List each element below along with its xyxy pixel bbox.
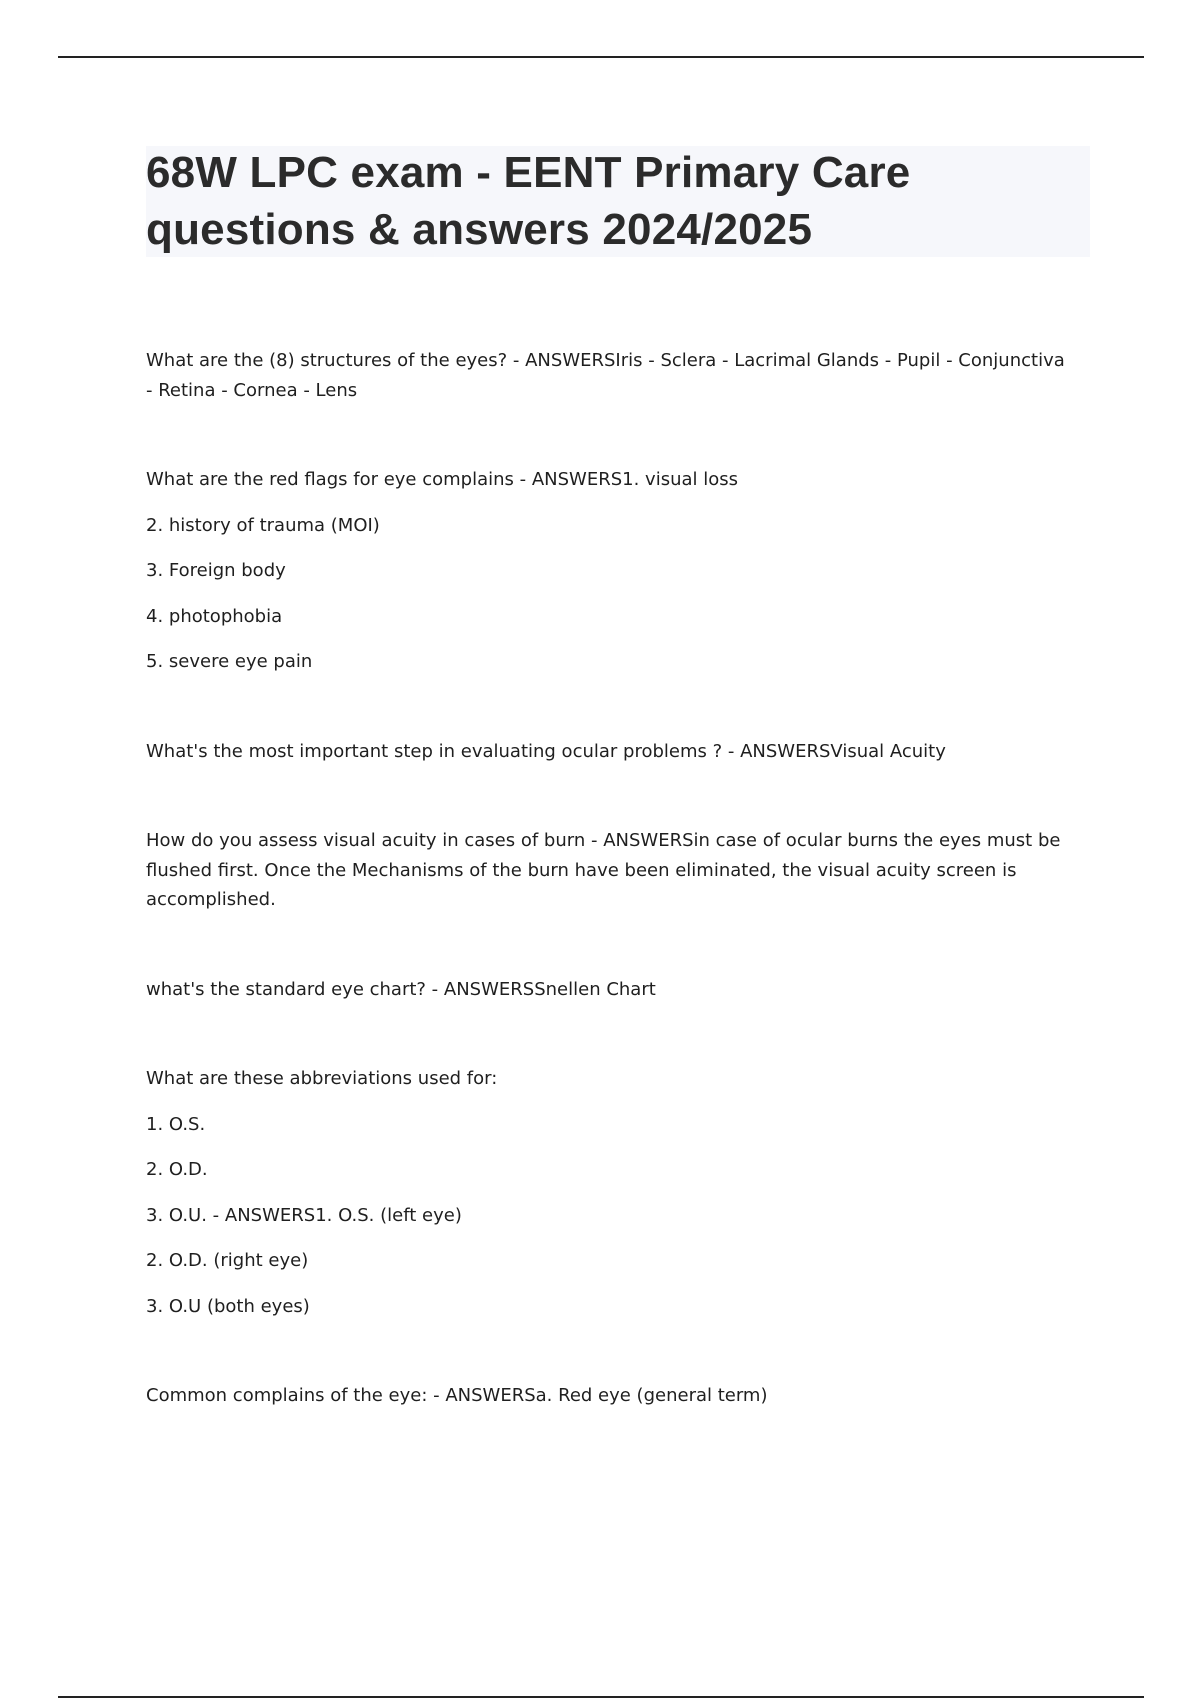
- qa-entry: [146, 826, 1076, 915]
- qa-line: What's the most important step in evaluating ocular problems ? - ANSWERSVisual Acuity: [146, 740, 946, 762]
- document-body: [146, 346, 1076, 1471]
- qa-entry: [146, 737, 1076, 767]
- document-title: 68W LPC exam - EENT Primary Care questions & answers 2024/2025: [146, 148, 911, 254]
- qa-line: What are these abbreviations used for:: [146, 1068, 498, 1089]
- qa-line: Common complains of the eye: - ANSWERSa. Red eye (general term): [146, 1385, 768, 1406]
- qa-line: 3. O.U (both eyes): [146, 1295, 310, 1317]
- qa-line: 2. O.D. (right eye): [146, 1250, 309, 1271]
- qa-line: 4. photophobia: [146, 605, 283, 627]
- qa-line: what's the standard eye chart? - ANSWERSSnellen Chart: [146, 978, 656, 1000]
- qa-line: 3. O.U. - ANSWERS1. O.S. (left eye): [146, 1204, 462, 1226]
- top-rule: [58, 56, 1144, 58]
- qa-entry: [146, 1381, 1076, 1411]
- qa-line: 2. history of trauma (MOI): [146, 514, 380, 536]
- qa-line: 2. O.D.: [146, 1159, 208, 1180]
- qa-entry: [146, 465, 1076, 677]
- qa-line: 1. O.S.: [146, 1113, 206, 1135]
- qa-line: How do you assess visual acuity in cases of burn - ANSWERSin case of ocular burns the eyes must be flushed first. Once the Mechanisms of the burn have been eliminated, the visual acuity screen is accomplished.: [146, 830, 1061, 910]
- qa-entry: [146, 346, 1076, 405]
- qa-line: 3. Foreign body: [146, 560, 286, 581]
- qa-line: What are the (8) structures of the eyes? - ANSWERSIris - Sclera - Lacrimal Glands - Pupil - Conjunctiva - Retina - Cornea - Lens: [146, 350, 1065, 401]
- qa-line: What are the red flags for eye complains - ANSWERS1. visual loss: [146, 469, 739, 490]
- bottom-rule: [58, 1696, 1144, 1698]
- qa-line: 5. severe eye pain: [146, 651, 313, 672]
- qa-entry: [146, 1064, 1076, 1321]
- qa-entry: [146, 975, 1076, 1005]
